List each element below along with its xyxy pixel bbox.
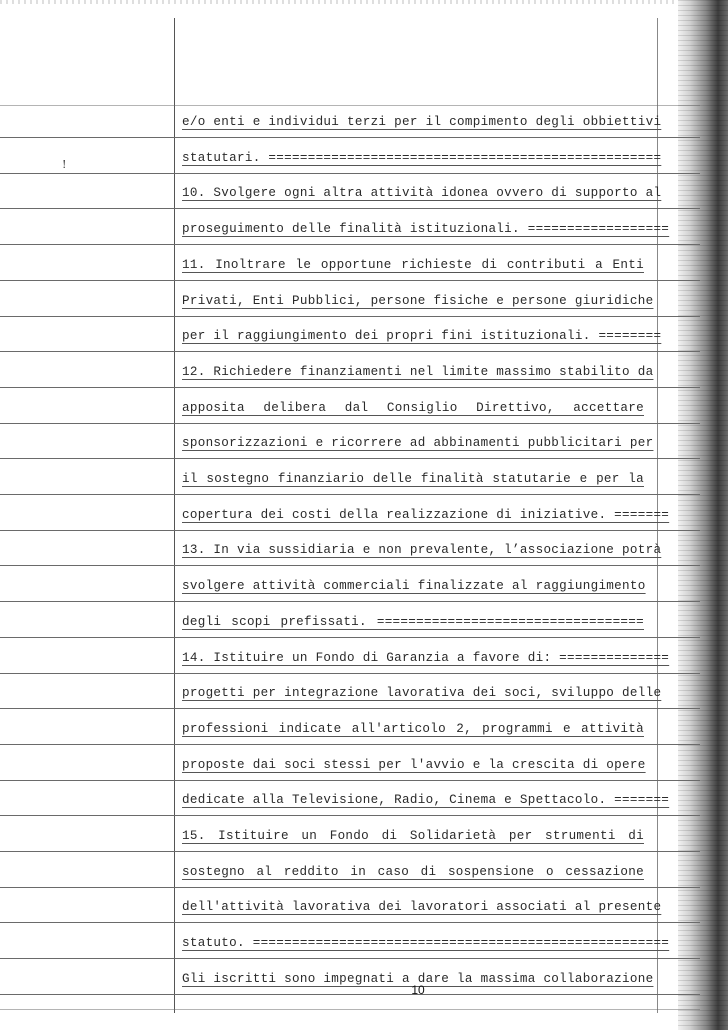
- ruled-line: [0, 815, 700, 816]
- text-line: 10. Svolgere ogni altra attività idonea ovvero di supporto al: [182, 186, 662, 200]
- ruled-line: [0, 458, 700, 459]
- text-line: 13. In via sussidiaria e non prevalente, l’associazione potrà: [182, 543, 662, 557]
- text-line: proposte dai soci stessi per l'avvio e la crescita di opere: [182, 758, 646, 772]
- ruled-line: [0, 530, 700, 531]
- margin-mark: !: [62, 158, 67, 171]
- ruled-line: [0, 922, 700, 923]
- ruled-line: [0, 208, 700, 209]
- text-line: svolgere attività commerciali finalizzate al raggiungimento: [182, 579, 646, 593]
- text-line: 11. Inoltrare le opportune richieste di contributi a Enti: [182, 258, 644, 272]
- ruled-line: [0, 494, 700, 495]
- text-line: per il raggiungimento dei propri fini istituzionali. ========: [182, 329, 662, 343]
- ruled-line: [0, 958, 700, 959]
- text-line: e/o enti e individui terzi per il compimento degli obbiettivi: [182, 115, 662, 129]
- text-line: Gli iscritti sono impegnati a dare la massima collaborazione: [182, 972, 654, 986]
- text-line: 12. Richiedere finanziamenti nel limite massimo stabilito da: [182, 365, 654, 379]
- ruled-line: [0, 105, 700, 106]
- text-line: 14. Istituire un Fondo di Garanzia a favore di: ==============: [182, 651, 670, 665]
- ruled-line: [0, 387, 700, 388]
- text-line: dell'attività lavorativa dei lavoratori associati al presente: [182, 900, 662, 914]
- text-line: sponsorizzazioni e ricorrere ad abbinamenti pubblicitari per: [182, 436, 654, 450]
- text-line: statuto. =====================================================: [182, 936, 670, 950]
- text-line: copertura dei costi della realizzazione di iniziative. =======: [182, 508, 670, 522]
- page-number: 10: [411, 983, 425, 997]
- text-line: statutari. ==================================================: [182, 151, 662, 165]
- text-line: il sostegno finanziario delle finalità statutarie e per la: [182, 472, 644, 486]
- ruled-line: [0, 887, 700, 888]
- ruled-line: [0, 601, 700, 602]
- ruled-line: [0, 316, 700, 317]
- ruled-line: [0, 1009, 700, 1010]
- ruled-line: [0, 351, 700, 352]
- ruled-line: [0, 280, 700, 281]
- ruled-line: [0, 708, 700, 709]
- text-line: progetti per integrazione lavorativa dei soci, sviluppo delle: [182, 686, 662, 700]
- text-line: apposita delibera dal Consiglio Direttivo, accettare: [182, 401, 644, 415]
- text-line: proseguimento delle finalità istituzionali. ==================: [182, 222, 670, 236]
- ruled-line: [0, 851, 700, 852]
- text-line: degli scopi prefissati. ==================================: [182, 615, 644, 629]
- text-line: sostegno al reddito in caso di sospensione o cessazione: [182, 865, 644, 879]
- ruled-line: [0, 244, 700, 245]
- ruled-line: [0, 637, 700, 638]
- ruled-line: [0, 673, 700, 674]
- ruled-line: [0, 780, 700, 781]
- text-line: dedicate alla Televisione, Radio, Cinema e Spettacolo. =======: [182, 793, 670, 807]
- ruled-line: [0, 744, 700, 745]
- text-line: 15. Istituire un Fondo di Solidarietà per strumenti di: [182, 829, 644, 843]
- ruled-line: [0, 565, 700, 566]
- text-line: professioni indicate all'articolo 2, programmi e attività: [182, 722, 644, 736]
- ruled-line: [0, 137, 700, 138]
- ruled-line: [0, 423, 700, 424]
- text-line: Privati, Enti Pubblici, persone fisiche e persone giuridiche: [182, 294, 654, 308]
- ruled-line: [0, 173, 700, 174]
- ruled-line: [0, 994, 700, 995]
